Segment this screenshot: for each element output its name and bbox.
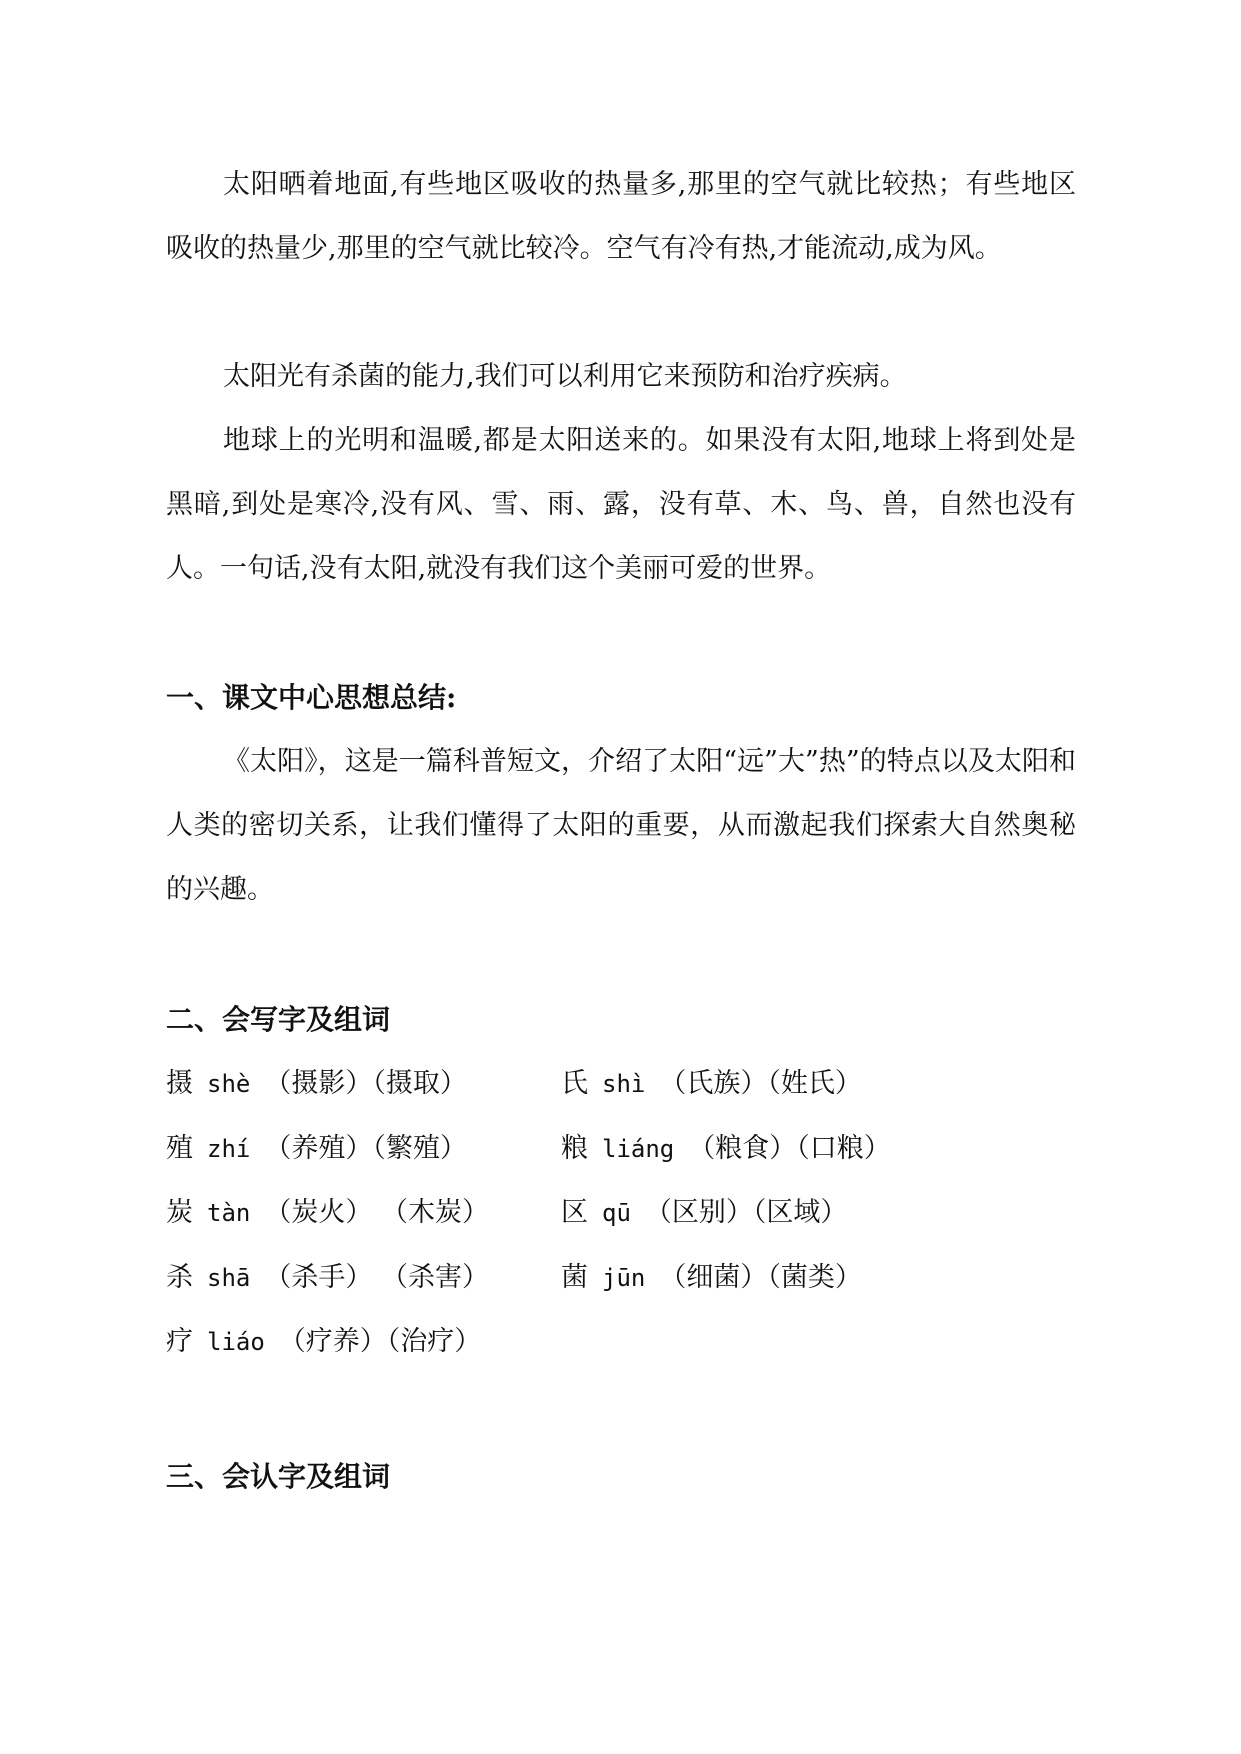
vocab-words: （细菌）（菌类）: [659, 1262, 862, 1293]
vocab-words: （氏族）（姓氏）: [659, 1068, 862, 1099]
vocab-entry: [166, 1258, 489, 1298]
vocab-pinyin: shè: [207, 1070, 251, 1098]
vocab-words: （区别）（区域）: [644, 1197, 848, 1228]
vocab-pinyin: liáng: [602, 1135, 675, 1163]
vocab-entry: [166, 1129, 467, 1169]
vocab-character: 殖: [166, 1133, 193, 1164]
vocab-entry: [561, 1064, 862, 1104]
vocab-character: 杀: [166, 1262, 193, 1293]
vocab-entry: [561, 1193, 847, 1233]
vocab-words: （粮食）（口粮）: [688, 1133, 891, 1164]
vocab-words: （疗养）（治疗）: [278, 1326, 482, 1357]
vocab-character: 菌: [561, 1262, 588, 1293]
vocab-character: 疗: [166, 1326, 193, 1357]
vocab-entry: [561, 1258, 862, 1298]
section-heading-writing-characters: 二、会写字及组词: [166, 1003, 391, 1036]
paragraph-world: 地球上的光明和温暖,都是太阳送来的。如果没有太阳,地球上将到处是黑暗,到处是寒冷,没有风、雪、雨、露，没有草、木、鸟、兽，自然也没有人。一句话,没有太阳,就没有我们这个美丽可爱的世界。: [166, 425, 1076, 584]
vocab-words: （炭火） （木炭）: [264, 1197, 489, 1228]
vocab-entry: [561, 1129, 891, 1169]
vocab-pinyin: zhí: [207, 1135, 251, 1163]
vocab-words: （摄影）（摄取）: [264, 1068, 467, 1099]
paragraph-wind: 太阳晒着地面,有些地区吸收的热量多,那里的空气就比较热；有些地区吸收的热量少,那里的空气就比较冷。空气有冷有热,才能流动,成为风。: [166, 169, 1076, 264]
paragraph-sunlight: 太阳光有杀菌的能力,我们可以利用它来预防和治疗疾病。: [223, 361, 907, 392]
vocab-character: 摄: [166, 1068, 193, 1099]
vocab-character: 氏: [561, 1068, 588, 1099]
vocab-pinyin: liáo: [207, 1328, 265, 1356]
vocab-pinyin: shì: [602, 1070, 646, 1098]
vocab-pinyin: tàn: [207, 1199, 251, 1227]
vocab-character: 炭: [166, 1197, 193, 1228]
section-heading-main-idea: 一、课文中心思想总结:: [166, 681, 457, 714]
vocab-character: 粮: [561, 1133, 588, 1164]
paragraph-main-idea: 《太阳》，这是一篇科普短文，介绍了太阳“远”大”热”的特点以及太阳和人类的密切关系，让我们懂得了太阳的重要，从而激起我们探索大自然奥秘的兴趣。: [166, 746, 1076, 905]
vocab-pinyin: jūn: [602, 1264, 646, 1292]
vocab-words: （养殖）（繁殖）: [264, 1133, 467, 1164]
vocab-pinyin: qū: [602, 1199, 631, 1227]
vocab-character: 区: [561, 1197, 588, 1228]
vocab-entry: [166, 1193, 489, 1233]
vocab-entry: [166, 1322, 481, 1362]
vocab-words: （杀手） （杀害）: [264, 1262, 489, 1293]
section-heading-reading-characters: 三、会认字及组词: [166, 1460, 391, 1493]
vocab-pinyin: shā: [207, 1264, 251, 1292]
vocab-entry: [166, 1064, 467, 1104]
